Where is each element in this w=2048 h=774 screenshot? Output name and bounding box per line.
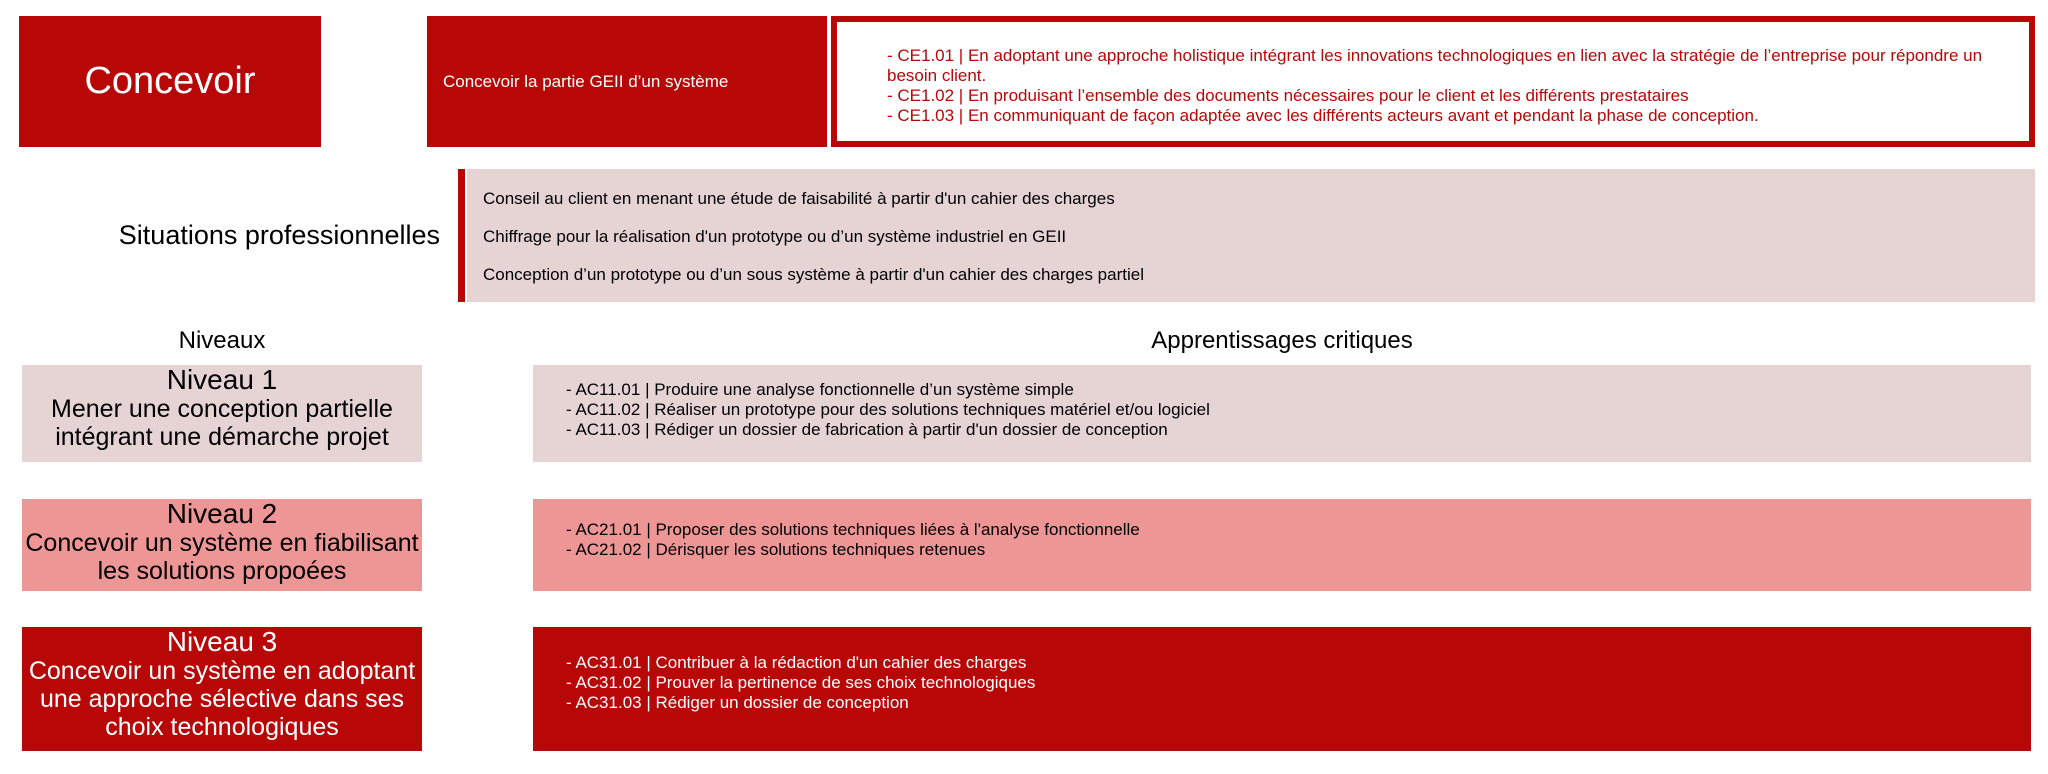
level-1-box	[22, 365, 422, 462]
level-description-line: Concevoir un système en adoptant	[28, 657, 416, 685]
situations-box	[467, 169, 2035, 302]
situations-title-text: Situations professionnelles	[118, 219, 440, 250]
level-description-line: les solutions propoées	[97, 557, 347, 585]
level-description-line: Mener une conception partielle	[51, 395, 393, 423]
ac-item: - AC31.02 | Prouver la pertinence de ses choix technologiques	[566, 673, 1036, 692]
level-2-box	[22, 499, 422, 591]
ce-item: - CE1.03 | En communiquant de façon adaptée avec les différents acteurs avant et pendant la phase de conception.	[887, 106, 1759, 125]
level-3-box	[22, 627, 422, 751]
ac-item: - AC11.03 | Rédiger un dossier de fabrication à partir d'un dossier de conception	[566, 419, 1168, 439]
level-name: Niveau 3	[166, 626, 278, 657]
level-name: Niveau 1	[166, 364, 278, 395]
niveaux-header: Niveaux	[178, 327, 266, 354]
competence-subtitle: Concevoir la partie GEII d’un système	[443, 71, 729, 91]
ac-item: - AC31.01 | Contribuer à la rédaction d'un cahier des charges	[566, 653, 1027, 672]
competence-subtitle-box	[427, 16, 827, 147]
ac-item: - AC21.02 | Dérisquer les solutions techniques retenues	[566, 540, 986, 559]
ac-item: - AC31.03 | Rédiger un dossier de conception	[566, 693, 909, 712]
composantes-essentielles-box	[831, 16, 2035, 147]
situation-item: Conseil au client en menant une étude de faisabilité à partir d'un cahier des charges	[483, 189, 1115, 208]
level-3-ac-box	[533, 627, 2031, 751]
level-description-line: choix technologiques	[105, 713, 339, 741]
situation-item: Chiffrage pour la réalisation d'un prototype ou d’un système industriel en GEII	[483, 227, 1067, 246]
ac-item: - AC11.01 | Produire une analyse fonctionnelle d’un système simple	[566, 379, 1074, 399]
ce-item: - CE1.02 | En produisant l’ensemble des documents nécessaires pour le client et les différents prestataires	[887, 86, 1689, 105]
ac-item: - AC21.01 | Proposer des solutions techniques liées à l'analyse fonctionnelle	[566, 520, 1140, 539]
level-description-line: une approche sélective dans ses	[39, 685, 405, 713]
level-description-line: Concevoir un système en fiabilisant	[25, 529, 419, 557]
competence-title-box	[19, 16, 321, 147]
level-2-ac-box	[533, 499, 2031, 591]
level-1-ac-box	[533, 365, 2031, 462]
situations-accent-bar	[458, 169, 465, 302]
level-description-line: intégrant une démarche projet	[55, 423, 389, 451]
situations-title	[60, 213, 440, 257]
ce-item: - CE1.01 | En adoptant une approche holistique intégrant les innovations technologiques en lien avec la stratégie de l’entreprise pour répondre un besoin client.	[887, 46, 1983, 85]
situation-item: Conception d’un prototype ou d’un sous système à partir d'un cahier des charges partiel	[483, 265, 1144, 284]
apprentissages-header: Apprentissages critiques	[1151, 327, 1413, 354]
level-name: Niveau 2	[166, 498, 278, 529]
ac-item: - AC11.02 | Réaliser un prototype pour des solutions techniques matériel et/ou logiciel	[566, 399, 1210, 419]
competence-title: Concevoir	[84, 60, 256, 102]
